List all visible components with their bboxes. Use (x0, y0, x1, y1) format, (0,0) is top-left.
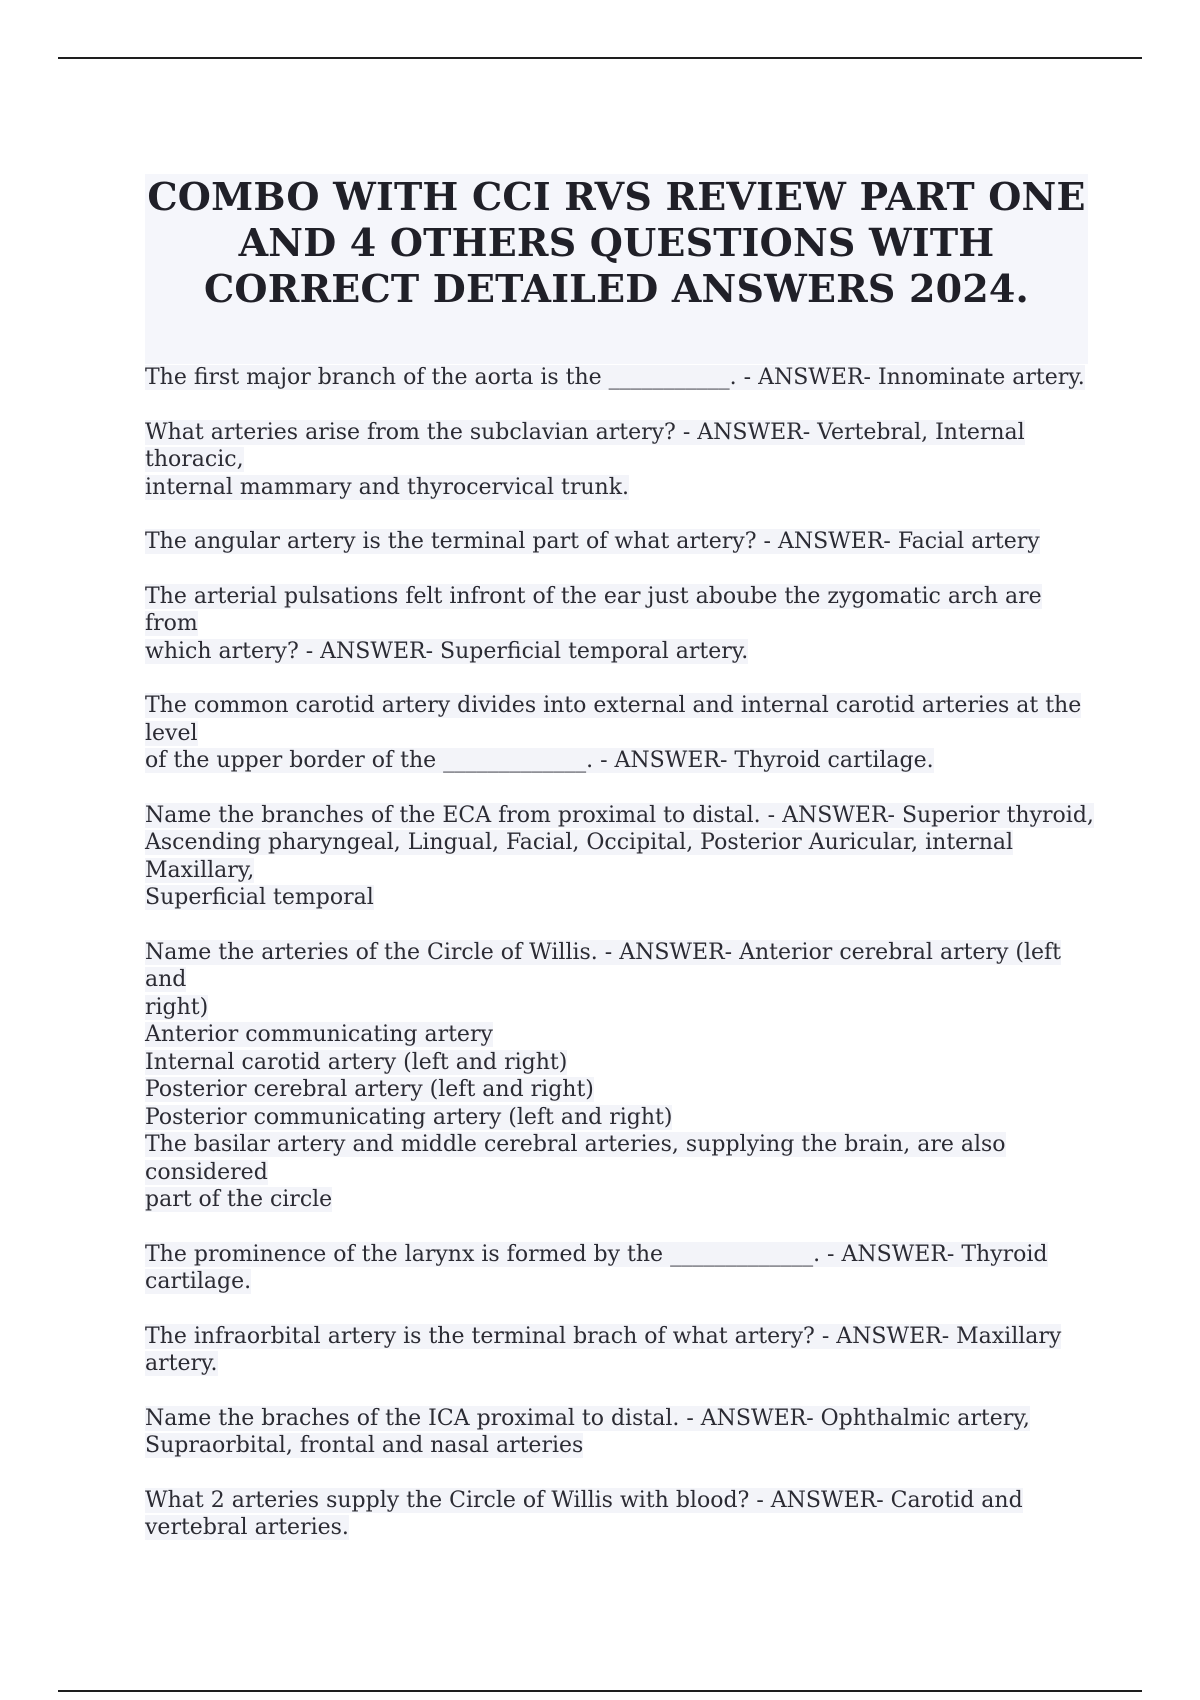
title-block (145, 174, 1088, 364)
qa-item: The infraorbital artery is the terminal brach of what artery? - ANSWER- Maxillary artery. (145, 1323, 1062, 1376)
qa-list (145, 364, 1095, 1569)
qa-item: What arteries arise from the subclavian artery? - ANSWER- Vertebral, Internal thoracic, internal mammary and thyrocervical trunk. (145, 419, 1025, 500)
qa-item: Name the branches of the ECA from proximal to distal. - ANSWER- Superior thyroid, Ascending pharyngeal, Lingual, Facial, Occipital, Posterior Auricular, internal Maxillary, Superficial temporal (145, 802, 1094, 910)
qa-item: What 2 arteries supply the Circle of Willis with blood? - ANSWER- Carotid and vertebral arteries. (145, 1487, 1023, 1540)
qa-item: The angular artery is the terminal part of what artery? - ANSWER- Facial artery (145, 529, 1040, 554)
document-title: COMBO WITH CCI RVS REVIEW PART ONE AND 4 OTHERS QUESTIONS WITH CORRECT DETAILED ANSWERS 2024. (147, 174, 1086, 311)
qa-item: Name the braches of the ICA proximal to distal. - ANSWER- Ophthalmic artery, Supraorbital, frontal and nasal arteries (145, 1405, 1030, 1458)
qa-item: The first major branch of the aorta is the ___________. - ANSWER- Innominate artery. (145, 365, 1085, 390)
bottom-rule (58, 1690, 1142, 1692)
qa-item: The arterial pulsations felt infront of the ear just aboube the zygomatic arch are from which artery? - ANSWER- Superficial temporal artery. (145, 583, 1042, 664)
qa-item: The common carotid artery divides into external and internal carotid arteries at the level of the upper border of the _____________. - ANSWER- Thyroid cartilage. (145, 693, 1082, 773)
qa-item: The prominence of the larynx is formed by the _____________. - ANSWER- Thyroid cartilage. (145, 1241, 1048, 1294)
qa-item: Name the arteries of the Circle of Willis. - ANSWER- Anterior cerebral artery (left and right) Anterior communicating artery Internal carotid artery (left and right) Posterior cerebral artery (left and right) Posterior communicating artery (left and right) The basilar artery and middle cerebral arteries, supplying the brain, are also considered part of the circle (145, 939, 1061, 1212)
top-rule (58, 57, 1142, 59)
